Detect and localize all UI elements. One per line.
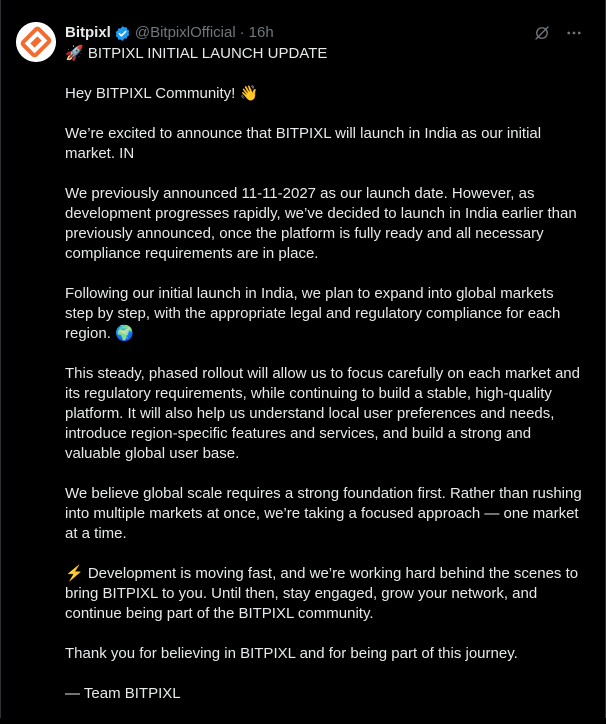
- author-name[interactable]: Bitpixl: [65, 24, 111, 41]
- bitpixl-logo-icon: [16, 22, 56, 62]
- post-paragraph: We’re excited to announce that BITPIXL will launch in India as our initial market. IN: [65, 125, 546, 162]
- post-paragraph: We believe global scale requires a strong foundation first. Rather than rushing into multiple markets at once, we’re taking a focused approach — one market at a time.: [65, 485, 586, 542]
- post-paragraph: This steady, phased rollout will allow us to focus carefully on each market and its regulatory requirements, while continuing to build a stable, high-quality platform. It will also help us understand local user preferences and needs, introduce region-specific features and services, and build a strong and valuable global user base.: [65, 365, 585, 462]
- post-title: 🚀 BITPIXL INITIAL LAUNCH UPDATE: [65, 45, 328, 62]
- more-icon[interactable]: [563, 22, 585, 44]
- post-paragraph: ⚡ Development is moving fast, and we’re working hard behind the scenes to bring BITPIXL to you. Until then, stay engaged, grow your network, and continue being part of the BITPIXL community.: [65, 565, 583, 622]
- post-body: [65, 44, 585, 724]
- post-timestamp[interactable]: 16h: [248, 24, 274, 41]
- post-greeting: Hey BITPIXL Community! 👋: [65, 85, 259, 102]
- post-header: [65, 22, 585, 44]
- post-paragraph: Thank you for believing in BITPIXL and for being part of this journey.: [65, 645, 518, 662]
- post-paragraph: Following our initial launch in India, we plan to expand into global markets step by step, with the appropriate legal and regulatory compliance for each region. 🌍: [65, 285, 565, 342]
- author-handle[interactable]: @BitpixlOfficial: [134, 24, 236, 41]
- avatar[interactable]: [16, 22, 56, 62]
- verified-badge-icon: [114, 25, 131, 42]
- separator-dot: ·: [239, 24, 245, 41]
- post-paragraph: We previously announced 11-11-2027 as our launch date. However, as development progresses rapidly, we’ve decided to launch in India earlier than previously announced, once the platform is fully ready and all necessary compliance requirements are in place.: [65, 185, 581, 262]
- grok-icon[interactable]: [531, 22, 553, 44]
- post-signoff: — Team BITPIXL: [65, 685, 181, 702]
